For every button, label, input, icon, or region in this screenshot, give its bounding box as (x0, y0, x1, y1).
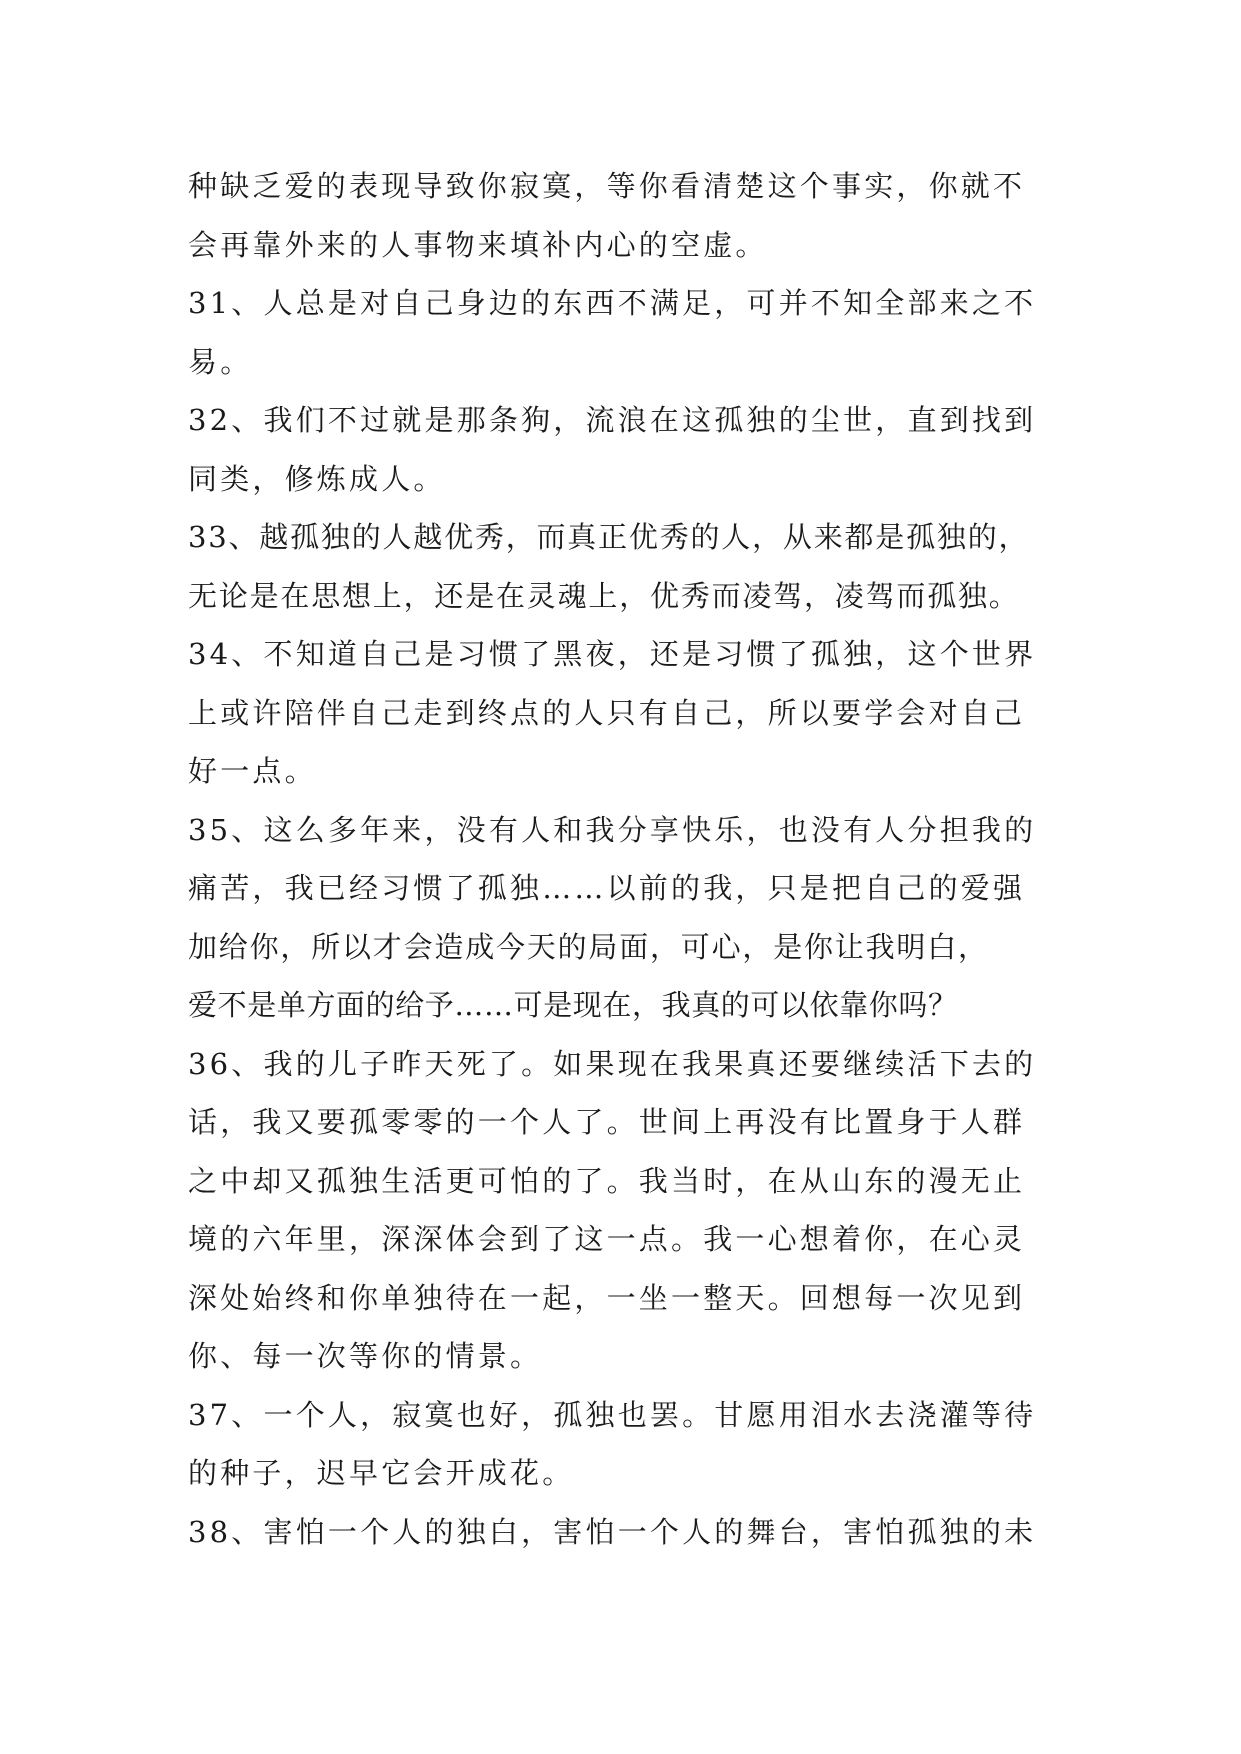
text-line: 你、每一次等你的情景。 (188, 1339, 543, 1373)
text-line: 上或许陪伴自己走到终点的人只有自己，所以要学会对自己 (188, 695, 1026, 730)
text-line: 痛苦，我已经习惯了孤独……以前的我，只是把自己的爱强 (188, 871, 1026, 905)
text-line: 深处始终和你单独待在一起，一坐一整天。回想每一次见到 (188, 1280, 1026, 1315)
text-line: 同类，修炼成人。 (188, 461, 446, 496)
text-line: 37、一个人，寂寞也好，孤独也罢。甘愿用泪水去浇灌等待 (188, 1397, 1037, 1432)
text-line: 的种子，迟早它会开成花。 (188, 1456, 575, 1490)
text-line: 话，我又要孤零零的一个人了。世间上再没有比置身于人群 (188, 1105, 1026, 1139)
text-line: 38、害怕一个人的独白，害怕一个人的舞台，害怕孤独的未 (188, 1514, 1037, 1549)
text-line: 35、这么多年来，没有人和我分享快乐，也没有人分担我的 (188, 812, 1037, 847)
text-line: 好一点。 (188, 754, 317, 788)
text-line: 爱不是单方面的给予……可是现在，我真的可以依靠你吗？ (188, 988, 958, 1022)
text-line: 易。 (188, 344, 253, 379)
body-text (188, 157, 1068, 1561)
text-line: 境的六年里，深深体会到了这一点。我一心想着你，在心灵 (188, 1222, 1026, 1256)
text-line: 31、人总是对自己身边的东西不满足，可并不知全部来之不 (188, 286, 1037, 320)
text-line: 32、我们不过就是那条狗，流浪在这孤独的尘世，直到找到 (188, 403, 1037, 437)
text-line: 之中却又孤独生活更可怕的了。我当时，在从山东的漫无止 (188, 1163, 1026, 1198)
text-line: 会再靠外来的人事物来填补内心的空虚。 (188, 227, 768, 262)
text-line: 36、我的儿子昨天死了。如果现在我果真还要继续活下去的 (188, 1046, 1037, 1081)
text-line: 无论是在思想上，还是在灵魂上，优秀而凌驾，凌驾而孤独。 (188, 578, 1020, 613)
text-line: 33、越孤独的人越优秀，而真正优秀的人，从来都是孤独的， (188, 520, 1030, 554)
text-line: 加给你，所以才会造成今天的局面，可心，是你让我明白， (188, 929, 989, 964)
text-line: 34、不知道自己是习惯了黑夜，还是习惯了孤独，这个世界 (188, 637, 1037, 671)
text-line: 种缺乏爱的表现导致你寂寞，等你看清楚这个事实，你就不 (188, 169, 1026, 203)
